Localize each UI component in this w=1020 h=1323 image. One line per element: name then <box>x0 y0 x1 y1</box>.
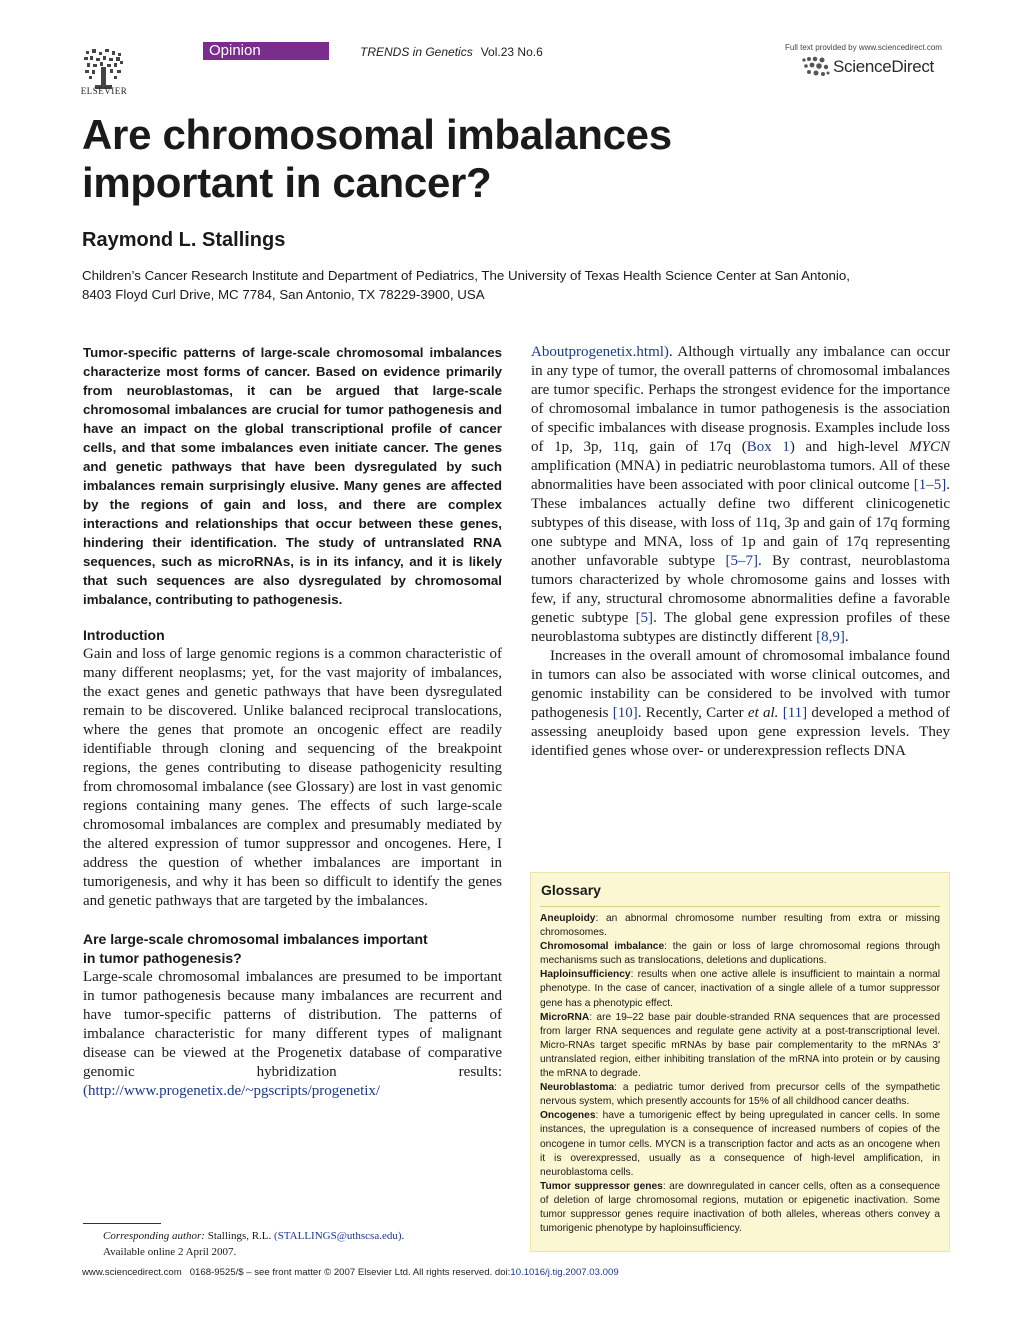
right-column <box>531 343 950 761</box>
doi-link[interactable]: 10.1016/j.tig.2007.03.009 <box>510 1267 619 1278</box>
gene-mycn: MYCN <box>909 439 950 455</box>
section2-heading <box>83 930 502 968</box>
text-run: Increases in the overall amount of chromosomal imbalance found in tumors can also be associated with worse clinical outcomes, and genomic instability can be considered to be involved with tumor pathogenesis <box>531 648 950 721</box>
glossary-term: MicroRNA <box>540 1011 590 1023</box>
glossary-entry <box>540 1081 940 1109</box>
text-run: ) and high-level <box>789 439 910 455</box>
text-run: . Although virtually any imbalance can occur in any type of tumor, the overall patterns of chromosomal imbalances are tumor specific. Perhaps the strongest evidence for the importance of chromosomal imbalance in tumor pathogenesis is the association of specific imbalances with disease prognosis. Examples include loss of 1p, 3p, 11q, gain of 17q ( <box>531 344 950 455</box>
glossary-title: Glossary <box>541 882 601 898</box>
glossary-entry <box>540 1011 940 1081</box>
glossary-definition: : the gain or loss of large chromosomal regions through mechanisms such as translocations, deletions and duplications. <box>540 941 940 967</box>
glossary-entry <box>540 1180 940 1236</box>
glossary-definition: : results when one active allele is insufficient to maintain a normal phenotype. In the case of cancer, inactivation of a single allele of a tumor suppressor gene has a phenotypic effect. <box>540 969 940 1009</box>
journal-name: TRENDS in Genetics <box>360 45 473 59</box>
publisher-logo-text: ELSEVIER <box>80 86 128 96</box>
glossary-term: Tumor suppressor genes <box>540 1180 663 1192</box>
text-run: . The global gene expression profiles of these neuroblastoma subtypes are distinctly different <box>531 610 950 645</box>
glossary-term: Aneuploidy <box>540 913 596 924</box>
author-email-link[interactable]: (STALLINGS@uthscsa.edu) <box>274 1230 402 1242</box>
affiliation-line-2: 8403 Floyd Curl Drive, MC 7784, San Antonio, TX 78229-3900, USA <box>82 287 485 302</box>
ref-11-link[interactable]: [11] <box>782 705 808 721</box>
article-title: Are chromosomal imbalances important in cancer? <box>82 111 672 206</box>
author-affiliation <box>82 266 962 304</box>
section2-continuation <box>531 343 950 647</box>
section2-heading-line-1: Are large-scale chromosomal imbalances important <box>83 931 428 947</box>
glossary-entry <box>540 912 940 940</box>
text-run: . <box>844 629 849 645</box>
glossary-definition: : have a tumorigenic effect by being upregulated in cancer cells. In some instances, the upregulation is a consequence of increased numbers of copies of the oncogene in tumor cells. MYCN is a transcription factor and acts as an oncogene when it is overexpressed, usually as a consequence of high-level amplification, in neuroblastoma cells. <box>540 1110 940 1178</box>
left-column <box>83 343 502 1101</box>
section2-heading-line-2: in tumor pathogenesis? <box>83 950 242 966</box>
text-run: amplification (MNA) in pediatric neuroblastoma tumors. All of these abnormalities have been associated with poor clinical outcome <box>531 458 950 493</box>
section2-text <box>83 968 502 1101</box>
glossary-entry <box>540 968 940 1010</box>
section-tag: Opinion <box>203 42 329 60</box>
glossary-term: Neuroblastoma <box>540 1082 615 1094</box>
ref-10-link[interactable]: [10] <box>612 705 638 721</box>
corresponding-author-footnote <box>103 1228 503 1260</box>
abstract: Tumor-specific patterns of large-scale chromosomal imbalances characterize most forms of cancer. Based on evidence primarily from neuroblastomas, it can be argued that large-scale chromosomal imbalances are crucial for tumor pathogenesis and have an impact on the global transcriptional profile of cancer cells, and that some imbalances even initiate cancer. The genes and genetic pathways that have been dysregulated by such imbalances remain surprisingly elusive. Many genes are affected by the regions of gain and loss, and there are complex interactions and relationships that occur between these genes, hindering their identification. The study of untranslated RNA sequences, such as microRNAs, is in its infancy, and it is likely that such sequences are also dysregulated by chromosomal imbalance, contributing to pathogenesis. <box>83 345 502 607</box>
page-footer <box>82 1267 962 1278</box>
glossary-term: Oncogenes <box>540 1110 596 1122</box>
ref-5-7-link[interactable]: [5–7] <box>725 553 758 569</box>
text-run: . These imbalances actually define two different clinicogenetic subtypes of this disease, with loss of 11q, 3p and gain of 17q forming one subtype and MNA, loss of 1p and gain of 17q representing another unfavorable subtype <box>531 477 950 569</box>
introduction-text: Gain and loss of large genomic regions is a common characteristic of many different neoplasms; yet, for the vast majority of imbalances, the exact genes and genetic pathways that have been dysregulated remain to be discovered. Unlike balanced reciprocal translocations, where the genes that promote an oncogenic effect are readily identifiable through cloning and sequencing of the breakpoint regions, the genes contributing to disease pathogenicity resulting from chromosomal imbalance (see Glossary) are lost in vast genomic regions containing many genes. The effects of such large-scale chromosomal imbalances are complex and presumably mediated by the altered expression of tumor suppressor and oncogenes. Here, I address the question of whether imbalances are important in tumorigenesis, and why it has been so difficult to identify the genes and genetic pathways that are targeted by the imbalances. <box>83 646 502 909</box>
footnote-label: Corresponding author: <box>103 1230 205 1242</box>
progenetix-link[interactable]: (http://www.progenetix.de/~pgscripts/progenetix/ <box>83 1083 381 1099</box>
text-run: . By contrast, neuroblastoma tumors characterized by whole chromosome gains and losses with few, if any, structural chromosome abnormalities define a favorable genetic subtype <box>531 553 950 626</box>
glossary-divider <box>540 906 940 907</box>
footer-site: www.sciencedirect.com <box>82 1267 182 1278</box>
section2-text-body: Large-scale chromosomal imbalances are presumed to be important in tumor pathogenesis because many imbalances are recurrent and have tumor-specific patterns of distribution. The patterns of imbalance characteristic for many different types of malignant disease can be viewed at the Progenetix database of comparative genomic hybridization results: <box>83 969 502 1080</box>
footnote-divider <box>83 1223 161 1224</box>
footnote-line-1 <box>103 1228 503 1244</box>
text-run: developed a method of assessing aneuploidy based upon gene expression levels. They identified genes whose over- or underexpression reflects DNA <box>531 705 951 759</box>
ref-5-link[interactable]: [5] <box>635 610 654 626</box>
footnote-name: Stallings, R.L. <box>204 1230 275 1242</box>
glossary-box <box>530 872 950 1252</box>
fulltext-note: Full text provided by www.sciencedirect.com <box>785 43 942 52</box>
glossary-entry <box>540 1109 940 1179</box>
journal-header <box>360 45 543 59</box>
section2-paragraph-2 <box>531 647 950 761</box>
introduction-heading: Introduction <box>83 627 165 643</box>
glossary-definition: : a pediatric tumor derived from precursor cells of the sympathetic nervous system, which presently accounts for 15% of all childhood cancer deaths. <box>540 1082 940 1108</box>
box-1-link[interactable]: Box 1 <box>746 439 790 455</box>
text-run: . Recently, Carter <box>637 705 748 721</box>
article-author: Raymond L. Stallings <box>82 229 286 251</box>
footer-issn: 0168-9525/$ – see front matter © 2007 Elsevier Ltd. All rights reserved. doi: <box>189 1267 511 1278</box>
glossary-definition: : are downregulated in cancer cells, often as a consequence of deletion of large chromosomal regions, mutation or epigenetic inactivation. Some tumor suppressor genes require inactivation of both alleles, whereas others convey a tumorigenic phenotype by haploinsufficiency. <box>540 1180 940 1235</box>
journal-volume: Vol.23 No.6 <box>480 45 543 59</box>
ref-8-9-link[interactable]: [8,9] <box>816 629 845 645</box>
progenetix-link-cont[interactable]: Aboutprogenetix.html) <box>531 344 669 360</box>
glossary-definition: : are 19–22 base pair double-stranded RNA sequences that are processed from larger RNA sequences and regulate gene activity at a post-transcriptional level. Micro-RNAs target specific mRNAs by base pair complementarity to the mRNAs 3′ untranslated region, either inhibiting translation of the mRNA into protein or by causing the mRNA to degrade. <box>540 1011 940 1080</box>
glossary-definition: : an abnormal chromosome number resulting from extra or missing chromosomes. <box>540 913 940 939</box>
et-al: et al. <box>747 705 779 721</box>
sciencedirect-brand: ScienceDirect <box>833 57 934 76</box>
glossary-entry <box>540 940 940 968</box>
available-online: Available online 2 April 2007. <box>103 1246 237 1258</box>
affiliation-line-1: Children’s Cancer Research Institute and Department of Pediatrics, The University of Texas Health Science Center at San Antonio, <box>82 268 850 283</box>
text-run: . <box>401 1230 405 1242</box>
glossary-list <box>540 912 940 1236</box>
ref-1-5-link[interactable]: [1–5] <box>913 477 947 493</box>
glossary-term: Chromosomal imbalance <box>540 941 665 953</box>
glossary-term: Haploinsufficiency <box>540 969 631 981</box>
